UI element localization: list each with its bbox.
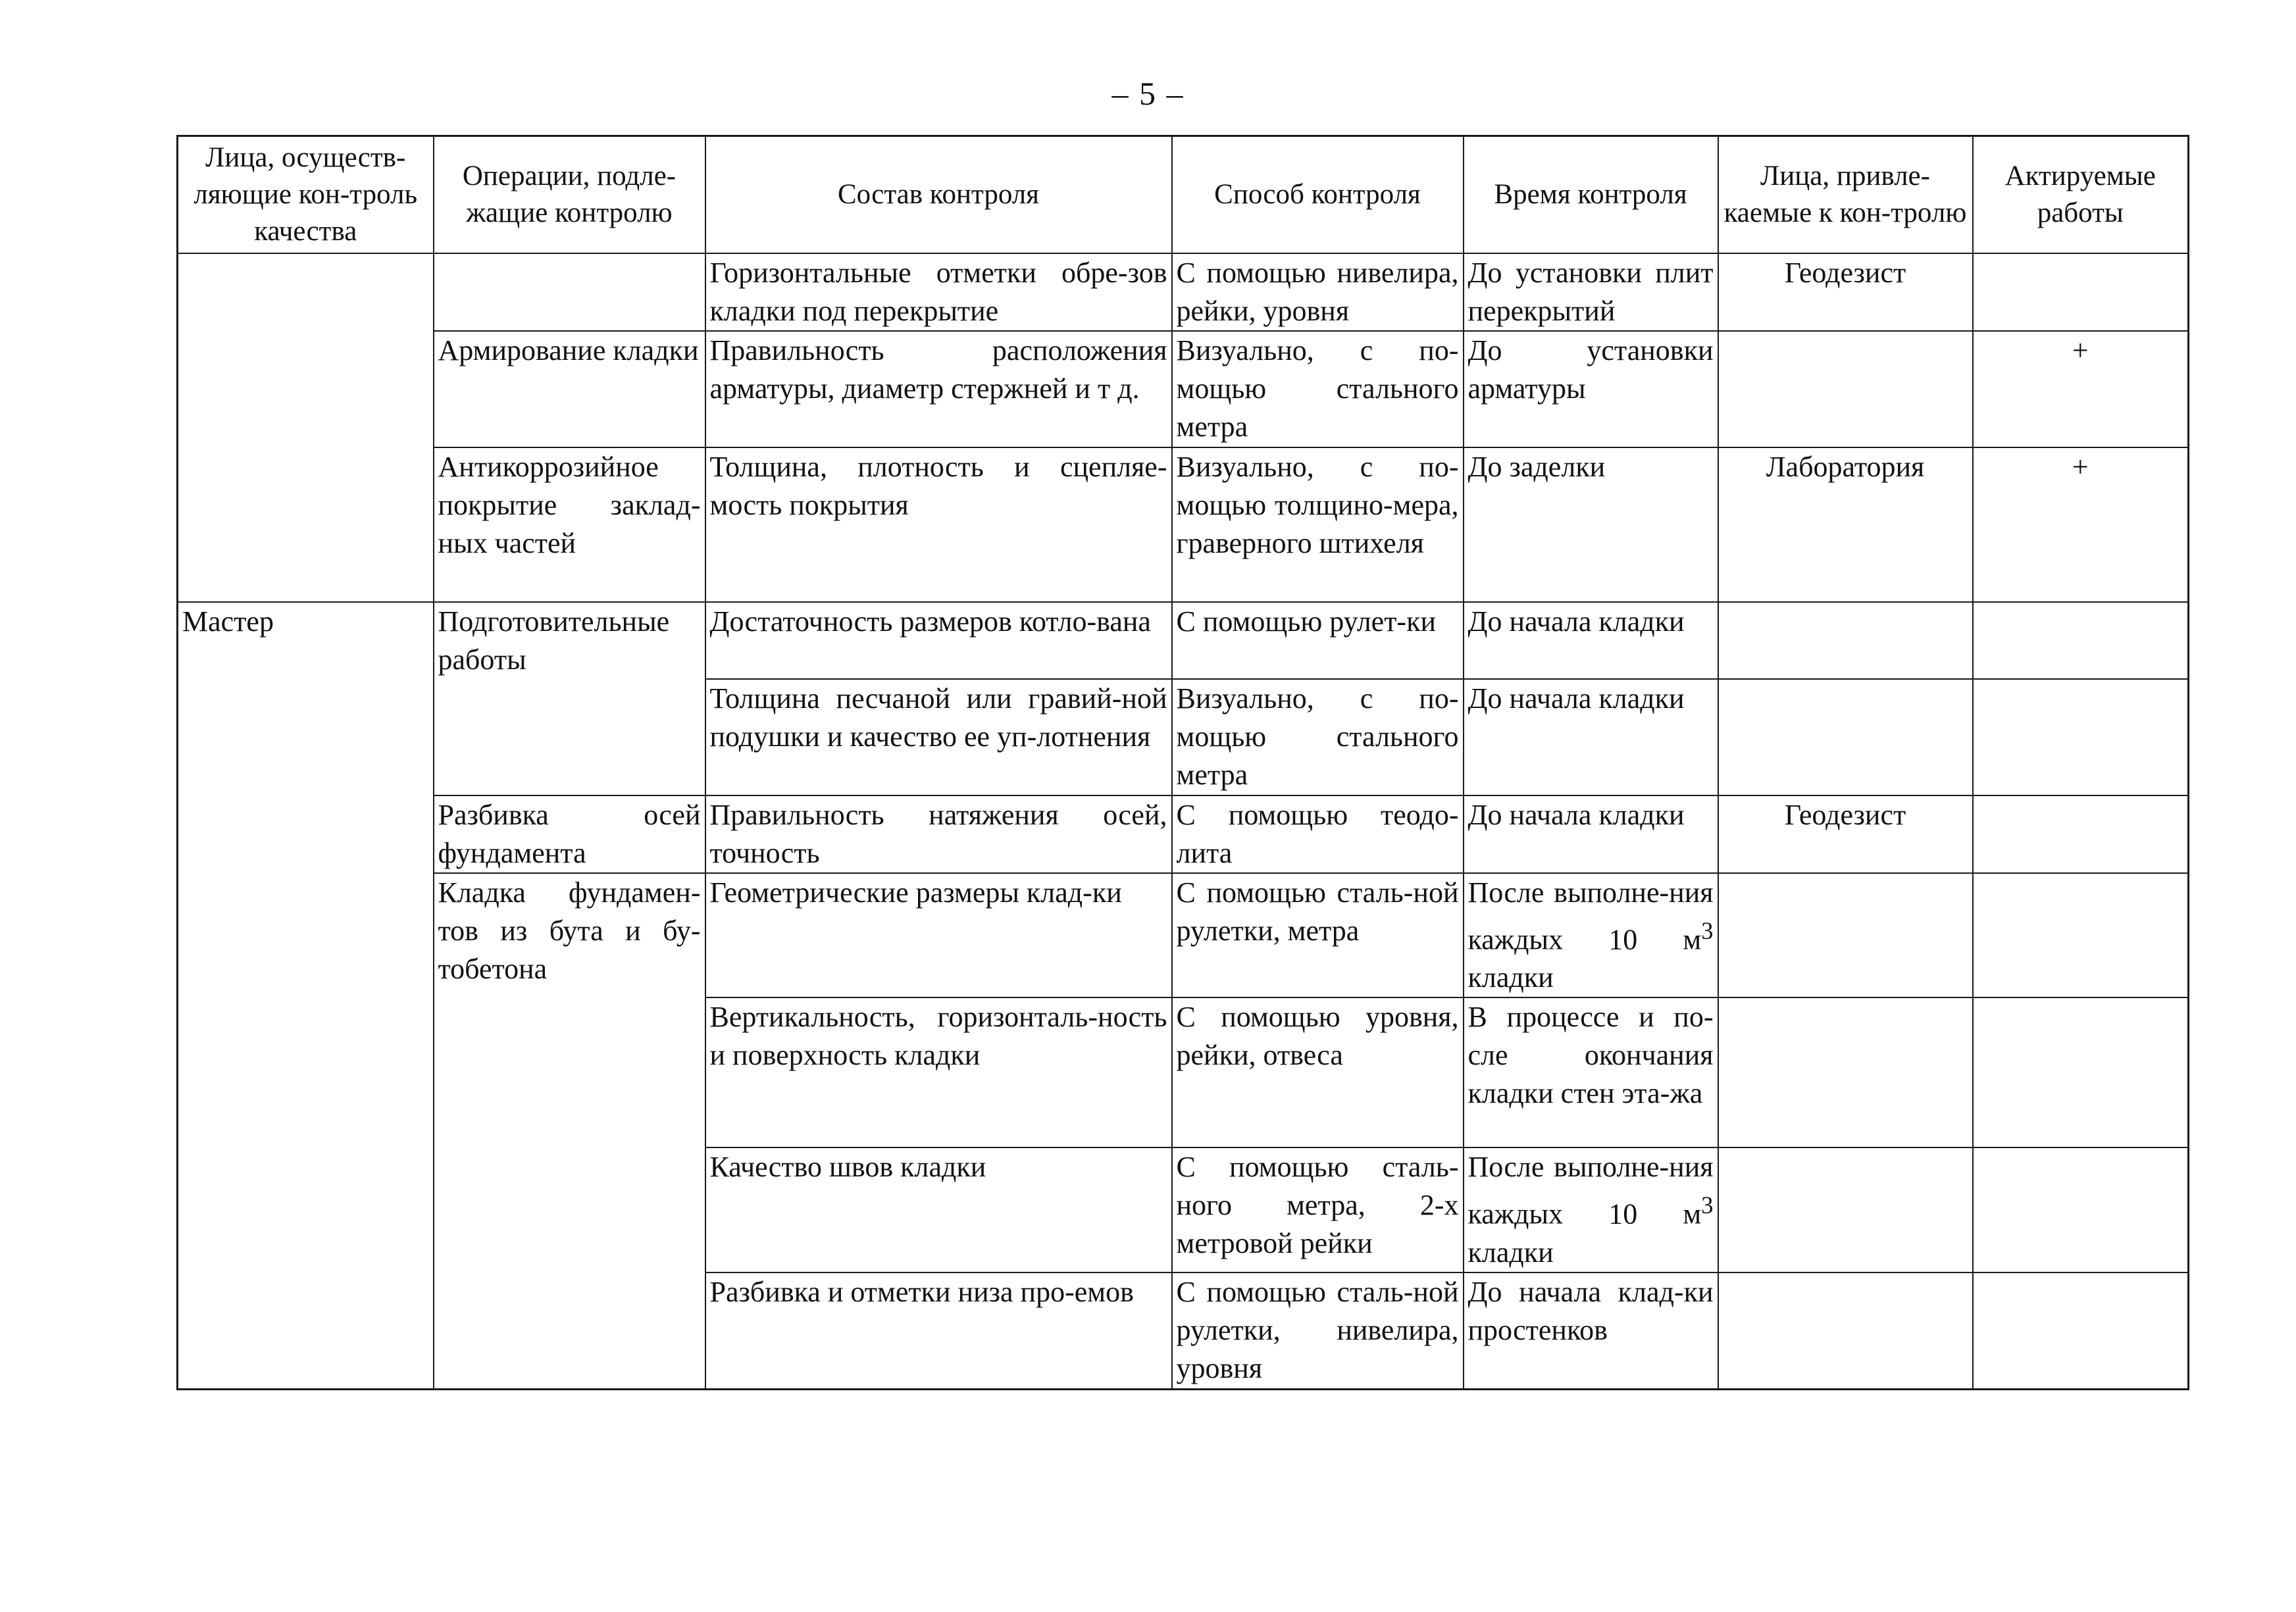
quality-control-table <box>176 135 2189 1390</box>
cell-time: До заделки <box>1464 447 1718 602</box>
cell-operation: Кладка фундамен-тов из бута и бу-тобетона <box>434 873 705 1390</box>
header-acted-works: Актируемые работы <box>1973 136 2189 253</box>
header-method: Способ контроля <box>1172 136 1464 253</box>
cell-involved <box>1718 1147 1973 1272</box>
cell-operation: Подготовительные работы <box>434 602 705 795</box>
cell-time: До начала кладки <box>1464 602 1718 679</box>
cubic-superscript: 3 <box>1701 917 1714 944</box>
cell-method: Визуально, с по-мощью стального метра <box>1172 331 1464 447</box>
cell-involved <box>1718 331 1973 447</box>
cell-method: С помощью сталь-ной рулетки, метра <box>1172 873 1464 998</box>
table-row <box>178 331 2189 447</box>
cell-time: До начала клад-ки простенков <box>1464 1272 1718 1390</box>
cell-time <box>1464 873 1718 998</box>
cell-method: С помощью сталь-ного метра, 2-х метровой рейки <box>1172 1147 1464 1272</box>
cell-composition: Достаточность размеров котло-вана <box>705 602 1172 679</box>
cell-person: Мастер <box>178 602 434 1390</box>
cell-time <box>1464 1147 1718 1272</box>
cell-acted: + <box>1973 447 2189 602</box>
cell-involved: Лаборатория <box>1718 447 1973 602</box>
cell-acted <box>1973 795 2189 873</box>
table-header-row <box>178 136 2189 253</box>
cell-involved <box>1718 602 1973 679</box>
cell-composition: Разбивка и отметки низа про-емов <box>705 1272 1172 1390</box>
cell-composition: Геометрические размеры клад-ки <box>705 873 1172 998</box>
table-row <box>178 447 2189 602</box>
header-composition: Состав контроля <box>705 136 1172 253</box>
header-time: Время контроля <box>1464 136 1718 253</box>
cubic-superscript: 3 <box>1701 1192 1714 1219</box>
header-persons: Лица, осуществ-ляющие кон-троль качества <box>178 136 434 253</box>
header-operations: Операции, подле-жащие контролю <box>434 136 705 253</box>
time-text: После выполне-ния каждых 10 м <box>1467 876 1714 956</box>
cell-operation: Разбивка осей фундамента <box>434 795 705 873</box>
cell-person <box>178 253 434 602</box>
cell-time: До начала кладки <box>1464 679 1718 795</box>
cell-method: С помощью нивелира, рейки, уровня <box>1172 253 1464 331</box>
table-row <box>178 873 2189 998</box>
cell-acted <box>1973 602 2189 679</box>
cell-time: До установки плит перекрытий <box>1464 253 1718 331</box>
cell-method: С помощью уровня, рейки, отвеса <box>1172 997 1464 1147</box>
cell-involved <box>1718 997 1973 1147</box>
cell-composition: Правильность натяжения осей, точность <box>705 795 1172 873</box>
cell-method: С помощью сталь-ной рулетки, нивелира, уровня <box>1172 1272 1464 1390</box>
cell-composition: Толщина, плотность и сцепляе-мость покрытия <box>705 447 1172 602</box>
cell-time: До начала кладки <box>1464 795 1718 873</box>
cell-acted <box>1973 873 2189 998</box>
cell-method: Визуально, с по-мощью толщино-мера, граверного штихеля <box>1172 447 1464 602</box>
cell-involved <box>1718 679 1973 795</box>
cell-composition: Вертикальность, горизонталь-ность и поверхность кладки <box>705 997 1172 1147</box>
cell-acted <box>1973 253 2189 331</box>
cell-involved: Геодезист <box>1718 253 1973 331</box>
cell-operation <box>434 253 705 331</box>
header-involved: Лица, привле-каемые к кон-тролю <box>1718 136 1973 253</box>
time-text: После выполне-ния каждых 10 м <box>1467 1151 1714 1230</box>
cell-acted: + <box>1973 331 2189 447</box>
cell-operation: Антикоррозийное покрытие заклад-ных частей <box>434 447 705 602</box>
cell-operation: Армирование кладки <box>434 331 705 447</box>
cell-acted <box>1973 1147 2189 1272</box>
cell-time: До установки арматуры <box>1464 331 1718 447</box>
cell-composition: Правильность расположения арматуры, диаметр стержней и т д. <box>705 331 1172 447</box>
table-row <box>178 602 2189 679</box>
cell-composition: Толщина песчаной или гравий-ной подушки и качество ее уп-лотнения <box>705 679 1172 795</box>
page-number: – 5 – <box>1111 75 1185 112</box>
cell-composition: Горизонтальные отметки обре-зов кладки под перекрытие <box>705 253 1172 331</box>
cell-time: В процессе и по-сле окончания кладки стен эта-жа <box>1464 997 1718 1147</box>
table-row <box>178 795 2189 873</box>
table-row <box>178 253 2189 331</box>
cell-involved <box>1718 1272 1973 1390</box>
cell-involved <box>1718 873 1973 998</box>
cell-involved: Геодезист <box>1718 795 1973 873</box>
cell-acted <box>1973 679 2189 795</box>
cell-acted <box>1973 1272 2189 1390</box>
cell-method: С помощью рулет-ки <box>1172 602 1464 679</box>
cell-composition: Качество швов кладки <box>705 1147 1172 1272</box>
time-text-tail: кладки <box>1467 961 1554 994</box>
cell-method: С помощью теодо-лита <box>1172 795 1464 873</box>
cell-method: Визуально, с по-мощью стального метра <box>1172 679 1464 795</box>
time-text-tail: кладки <box>1467 1236 1554 1269</box>
cell-acted <box>1973 997 2189 1147</box>
